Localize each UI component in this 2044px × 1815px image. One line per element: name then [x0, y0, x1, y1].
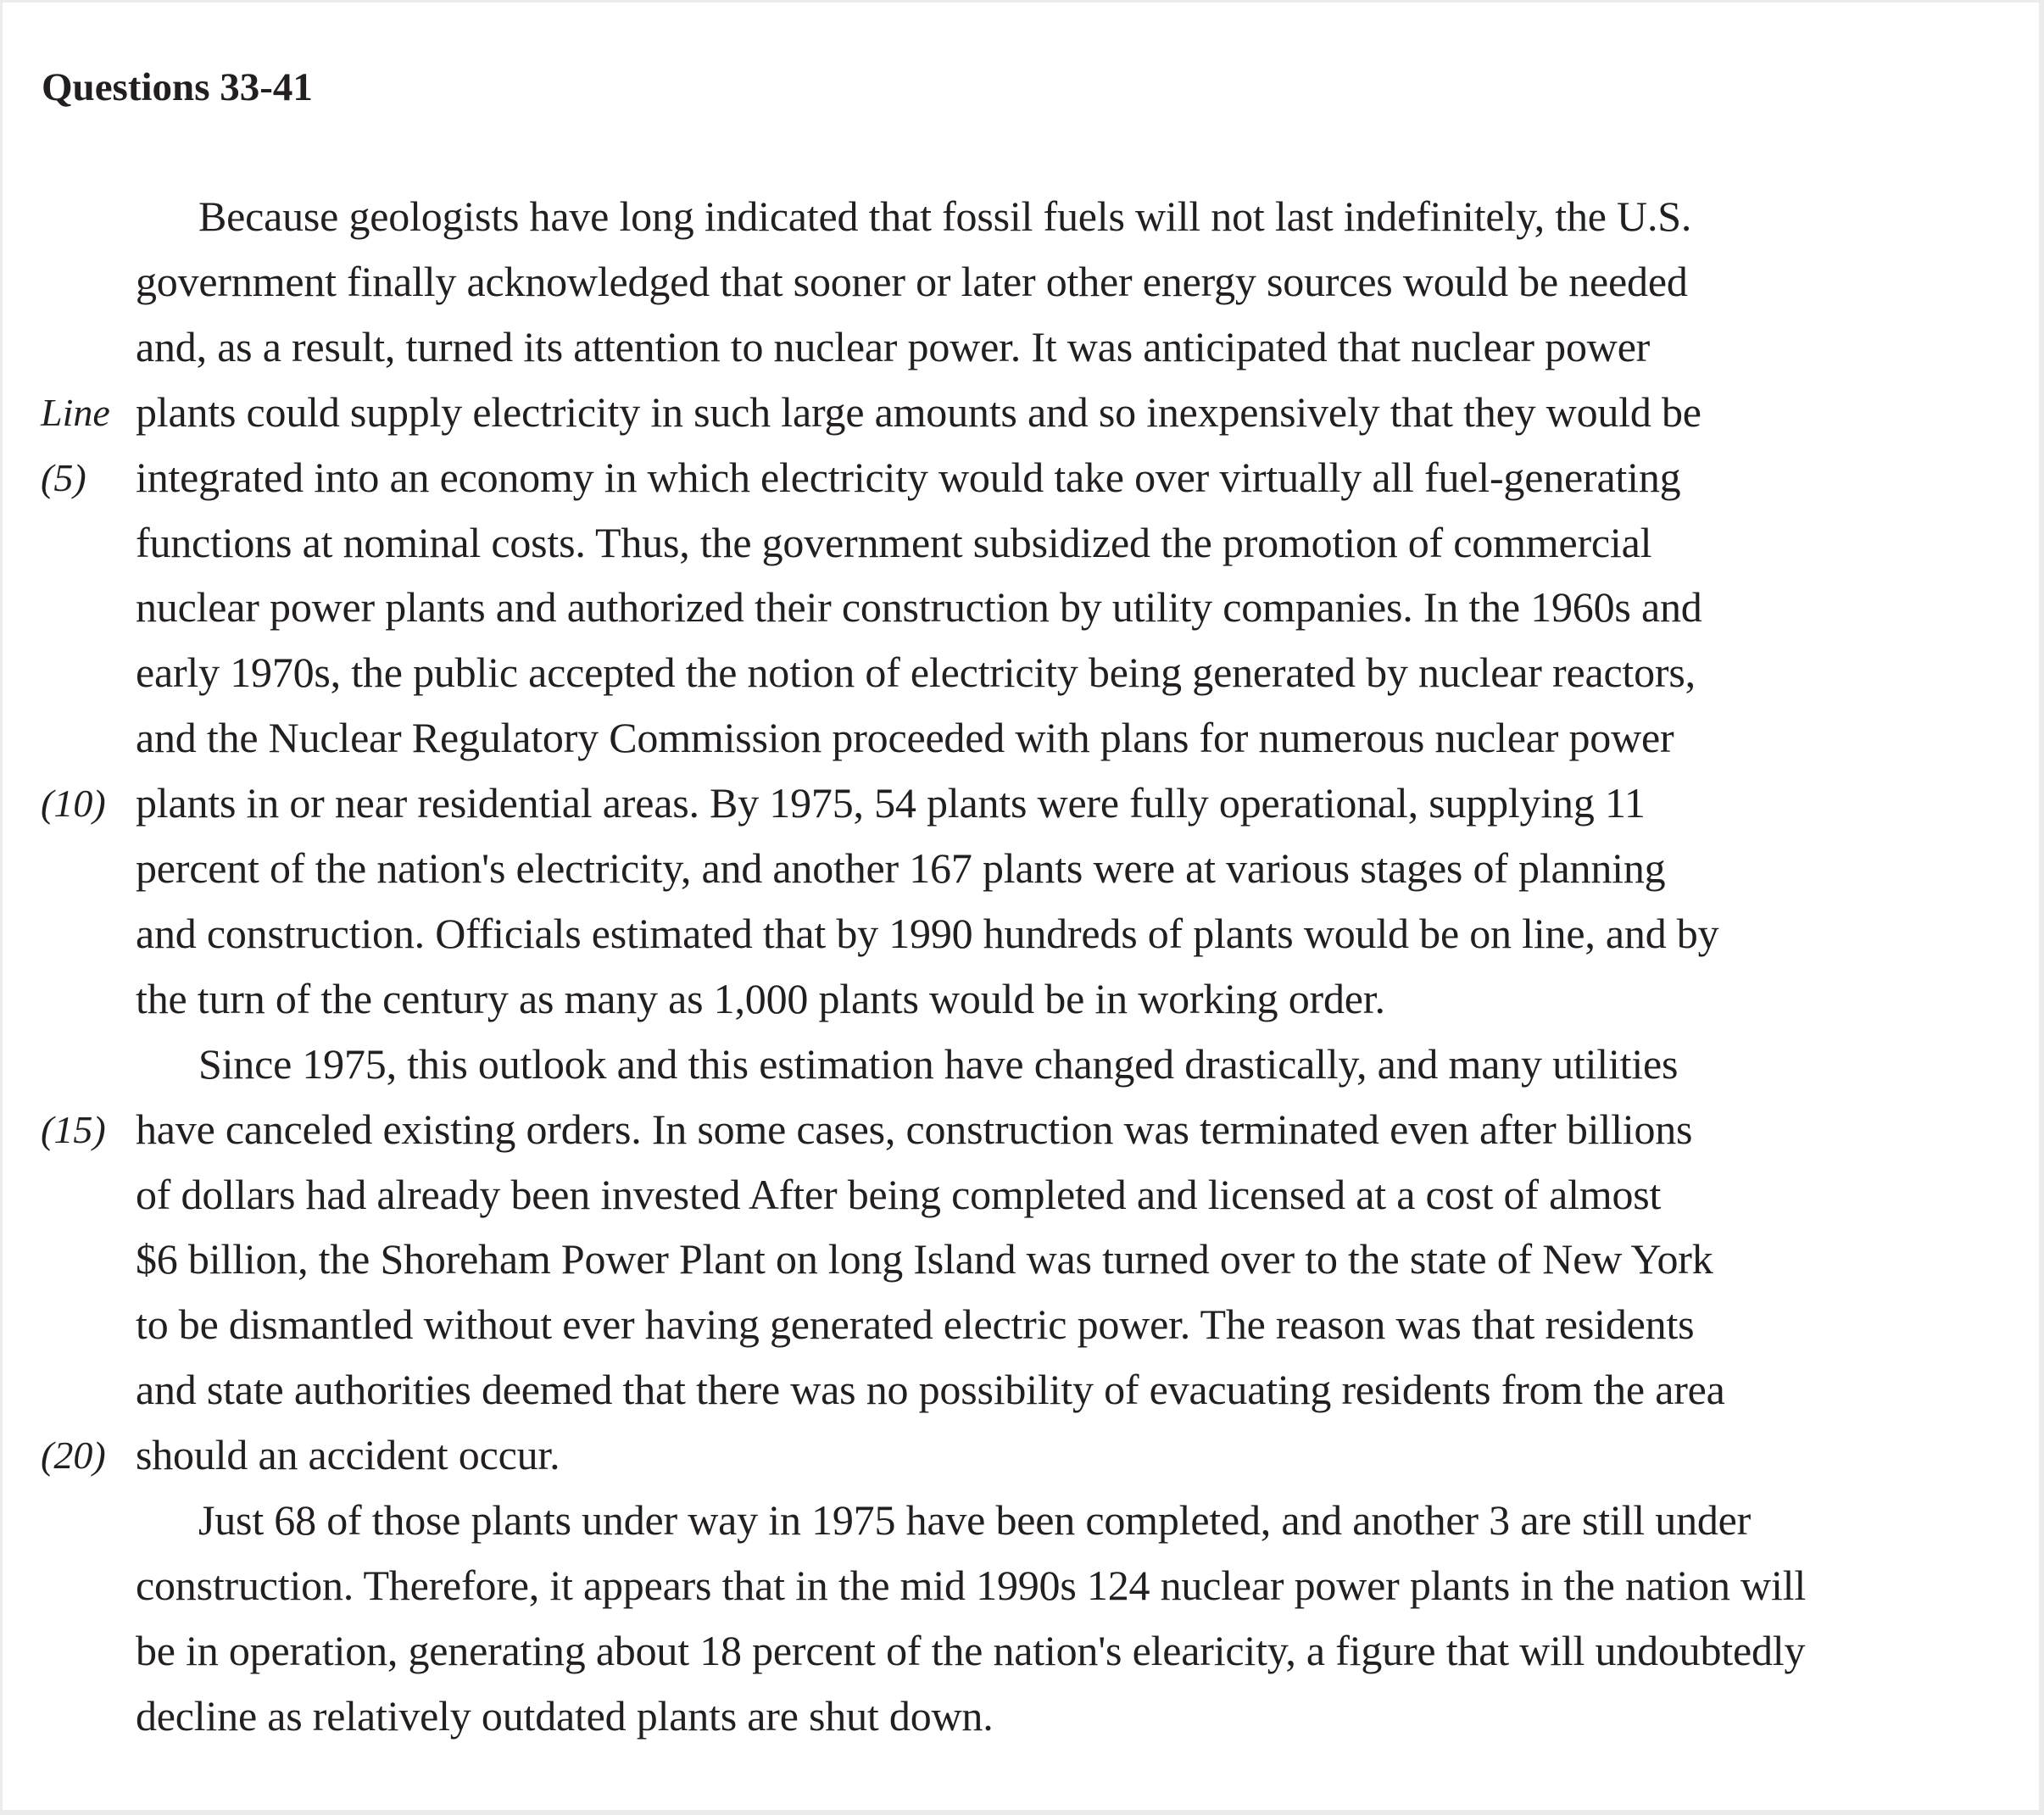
passage-line: decline as relatively outdated plants are shut down. — [136, 1691, 994, 1740]
passage-line: plants could supply electricity in such large amounts and so inexpensively that they would be — [136, 387, 1701, 436]
passage-line: Just 68 of those plants under way in 1975 have been completed, and another 3 are still under — [198, 1496, 1752, 1544]
line-number-label: (10) — [41, 782, 106, 826]
line-number-label: (5) — [41, 455, 86, 499]
passage-line: early 1970s, the public accepted the notion of electricity being generated by nuclear reactors, — [136, 649, 1696, 697]
line-number-label: (15) — [41, 1107, 106, 1151]
passage-line: of dollars had already been invested After being completed and licensed at a cost of almost — [136, 1170, 1662, 1218]
passage-line: plants in or near residential areas. By 1975, 54 plants were fully operational, supplying 11 — [136, 779, 1646, 827]
passage-line: be in operation, generating about 18 percent of the nation's elearicity, a figure that will undoubtedly — [136, 1626, 1806, 1674]
questions-heading: Questions 33-41 — [42, 65, 313, 109]
passage-line: should an accident occur. — [136, 1431, 560, 1479]
passage-line: government finally acknowledged that sooner or later other energy sources would be needed — [136, 257, 1688, 305]
passage-line: percent of the nation's electricity, and another 167 plants were at various stages of planning — [136, 844, 1666, 892]
document-page — [3, 3, 2039, 1810]
passage-line: and, as a result, turned its attention to nuclear power. It was anticipated that nuclear power — [136, 322, 1651, 370]
passage-line: nuclear power plants and authorized their construction by utility companies. In the 1960s and — [136, 583, 1702, 632]
passage-line: to be dismantled without ever having generated electric power. The reason was that residents — [136, 1300, 1695, 1349]
passage-line: construction. Therefore, it appears that in the mid 1990s 124 nuclear power plants in the nation will — [136, 1561, 1807, 1609]
passage-line: and construction. Officials estimated that by 1990 hundreds of plants would be on line, and by — [136, 909, 1719, 957]
passage-line: the turn of the century as many as 1,000 plants would be in working order. — [136, 974, 1385, 1022]
passage-line: and state authorities deemed that there was no possibility of evacuating residents from the area — [136, 1366, 1725, 1414]
passage-line: integrated into an economy in which electricity would take over virtually all fuel-generating — [136, 453, 1681, 501]
passage-line: functions at nominal costs. Thus, the government subsidized the promotion of commercial — [136, 518, 1652, 566]
passage-line: Since 1975, this outlook and this estimation have changed drastically, and many utilities — [198, 1039, 1679, 1088]
passage-line: $6 billion, the Shoreham Power Plant on long Island was turned over to the state of New York — [136, 1235, 1713, 1283]
reading-passage — [3, 3, 2039, 1810]
passage-line: Because geologists have long indicated that fossil fuels will not last indefinitely, the U.S. — [198, 192, 1692, 240]
passage-line: have canceled existing orders. In some cases, construction was terminated even after billions — [136, 1105, 1693, 1153]
line-number-label: Line — [41, 390, 110, 434]
line-number-label: (20) — [41, 1434, 106, 1478]
passage-line: and the Nuclear Regulatory Commission proceeded with plans for numerous nuclear power — [136, 714, 1674, 762]
